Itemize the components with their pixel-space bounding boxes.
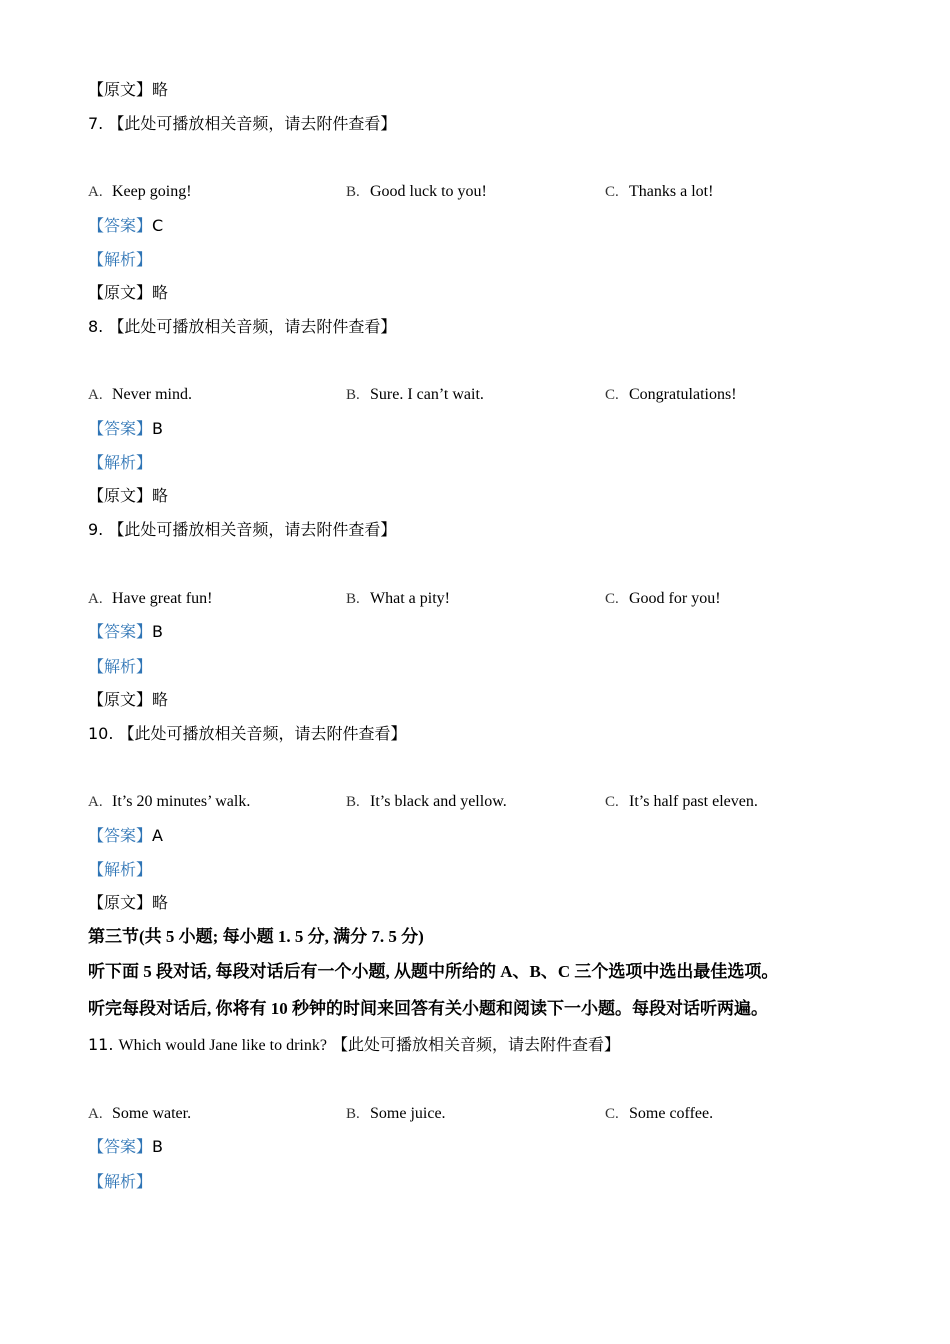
analysis-label: 【解析】	[88, 453, 153, 472]
option-letter: C.	[605, 387, 619, 403]
option-b	[346, 792, 507, 812]
question-number: 7.	[88, 114, 104, 133]
option-c	[605, 589, 721, 609]
option-c	[605, 385, 737, 405]
option-text: Some coffee.	[629, 1105, 714, 1122]
question-number: 9.	[88, 520, 104, 539]
option-a	[88, 182, 192, 202]
option-text: Have great fun!	[112, 590, 213, 607]
section-heading-text: 第三节(共 5 小题; 每小题 1. 5 分, 满分 7. 5 分)	[88, 927, 424, 946]
question-7-header	[88, 114, 396, 134]
original-text-label: 【原文】略	[88, 690, 169, 709]
answer-label: 【答案】	[88, 216, 153, 235]
question-11-options	[88, 1104, 878, 1124]
option-b	[346, 182, 487, 202]
option-c	[605, 1104, 713, 1124]
question-11-answer	[88, 1137, 163, 1157]
answer-value: A	[152, 826, 163, 845]
answer-value: B	[152, 419, 163, 438]
option-letter: A.	[88, 591, 103, 607]
question-8-options	[88, 385, 878, 405]
question-11-header	[88, 1035, 620, 1056]
analysis-label: 【解析】	[88, 860, 153, 879]
option-c	[605, 792, 758, 812]
question-10-answer	[88, 826, 163, 846]
audio-note[interactable]: 【此处可播放相关音频，请去附件查看】	[108, 520, 397, 539]
question-8-analysis	[88, 453, 152, 473]
option-b	[346, 1104, 446, 1124]
question-10-options	[88, 792, 878, 812]
option-text: Good for you!	[629, 590, 721, 607]
section-3-heading	[88, 927, 424, 947]
option-text: It’s half past eleven.	[629, 793, 758, 810]
question-prompt: Which would Jane like to drink?	[118, 1037, 327, 1054]
answer-label: 【答案】	[88, 826, 153, 845]
audio-note[interactable]: 【此处可播放相关音频，请去附件查看】	[108, 317, 397, 336]
option-text: Some juice.	[370, 1105, 446, 1122]
question-9-analysis	[88, 657, 152, 677]
option-text: Keep going!	[112, 183, 192, 200]
section-3-instruction-2	[88, 999, 768, 1019]
option-letter: C.	[605, 591, 619, 607]
question-7-answer	[88, 216, 163, 236]
option-text: Good luck to you!	[370, 183, 487, 200]
question-10-analysis	[88, 860, 152, 880]
original-text-label: 【原文】略	[88, 283, 169, 302]
answer-label: 【答案】	[88, 419, 153, 438]
option-a	[88, 589, 212, 609]
audio-note[interactable]: 【此处可播放相关音频，请去附件查看】	[118, 724, 407, 743]
option-letter: A.	[88, 794, 103, 810]
original-text-line	[88, 80, 168, 100]
option-letter: A.	[88, 1106, 103, 1122]
option-c	[605, 182, 713, 202]
analysis-label: 【解析】	[88, 1172, 153, 1191]
option-letter: C.	[605, 794, 619, 810]
answer-label: 【答案】	[88, 622, 153, 641]
answer-value: B	[152, 1137, 163, 1156]
original-text-label: 【原文】略	[88, 80, 169, 99]
option-text: What a pity!	[370, 590, 450, 607]
option-letter: C.	[605, 1106, 619, 1122]
answer-value: B	[152, 622, 163, 641]
option-text: Never mind.	[112, 386, 192, 403]
option-letter: B.	[346, 591, 360, 607]
option-text: Thanks a lot!	[629, 183, 714, 200]
question-number: 11.	[88, 1035, 114, 1054]
question-number: 10.	[88, 724, 114, 743]
option-b	[346, 589, 450, 609]
option-letter: B.	[346, 387, 360, 403]
question-7-analysis	[88, 250, 152, 270]
instruction-text: 听下面 5 段对话, 每段对话后有一个小题, 从题中所给的 A、B、C 三个选项中选出最佳选项。	[88, 962, 779, 981]
option-text: It’s 20 minutes’ walk.	[112, 793, 251, 810]
option-text: Congratulations!	[629, 386, 737, 403]
section-3-instruction-1	[88, 962, 778, 982]
option-text: Sure. I can’t wait.	[370, 386, 484, 403]
question-8-header	[88, 317, 396, 337]
audio-note[interactable]: 【此处可播放相关音频，请去附件查看】	[108, 114, 397, 133]
instruction-text: 听完每段对话后, 你将有 10 秒钟的时间来回答有关小题和阅读下一小题。每段对话听两遍。	[88, 999, 768, 1018]
question-7-original	[88, 283, 168, 303]
option-letter: C.	[605, 184, 619, 200]
audio-note[interactable]: 【此处可播放相关音频，请去附件查看】	[332, 1035, 621, 1054]
option-letter: A.	[88, 387, 103, 403]
option-a	[88, 1104, 191, 1124]
option-letter: B.	[346, 794, 360, 810]
question-9-original	[88, 690, 168, 710]
question-10-original	[88, 893, 168, 913]
question-9-answer	[88, 622, 163, 642]
question-9-header	[88, 520, 396, 540]
option-letter: B.	[346, 1106, 360, 1122]
option-a	[88, 385, 192, 405]
option-b	[346, 385, 484, 405]
question-9-options	[88, 589, 878, 609]
question-number: 8.	[88, 317, 104, 336]
answer-value: C	[152, 216, 164, 235]
option-text: It’s black and yellow.	[370, 793, 507, 810]
option-text: Some water.	[112, 1105, 192, 1122]
question-10-header	[88, 724, 407, 744]
option-a	[88, 792, 250, 812]
question-8-original	[88, 486, 168, 506]
answer-label: 【答案】	[88, 1137, 153, 1156]
question-8-answer	[88, 419, 163, 439]
analysis-label: 【解析】	[88, 250, 153, 269]
original-text-label: 【原文】略	[88, 486, 169, 505]
analysis-label: 【解析】	[88, 657, 153, 676]
option-letter: A.	[88, 184, 103, 200]
question-7-options	[88, 182, 878, 202]
option-letter: B.	[346, 184, 360, 200]
question-11-analysis	[88, 1172, 152, 1192]
original-text-label: 【原文】略	[88, 893, 169, 912]
